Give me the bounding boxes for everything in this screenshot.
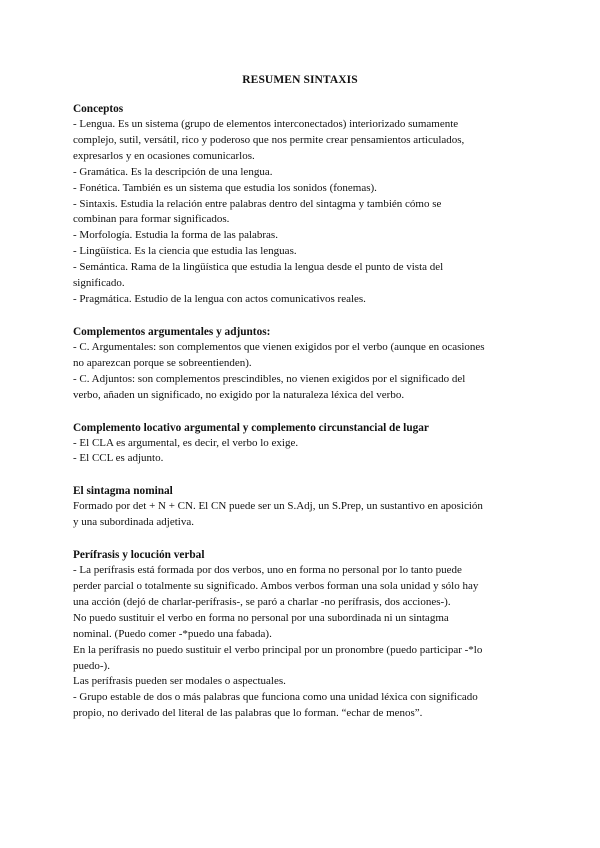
text-line: - C. Adjuntos: son complementos prescindibles, no vienen exigidos por el significado del <box>73 372 466 385</box>
text-line: y una subordinada adjetiva. <box>73 516 194 529</box>
text-line: - La perífrasis está formada por dos verbos, uno en forma no personal por lo tanto puede <box>73 564 462 577</box>
text-line: - Grupo estable de dos o más palabras que funciona como una unidad léxica con significado <box>73 691 478 704</box>
section-perifrasis <box>73 547 533 722</box>
text-line: no aparezcan porque se sobreentienden). <box>73 356 252 369</box>
text-line: puedo-). <box>73 659 110 672</box>
text-line: - Lingüística. Es la ciencia que estudia las lenguas. <box>73 245 297 258</box>
section-conceptos <box>73 101 533 308</box>
section-locativo <box>73 420 533 468</box>
text-line: En la perífrasis no puedo sustituir el verbo principal por un pronombre (puedo participar -*lo <box>73 643 483 656</box>
text-line: nominal. (Puedo comer -*puedo una fabada). <box>73 627 272 640</box>
text-line: - Sintaxis. Estudia la relación entre palabras dentro del sintagma y también cómo se <box>73 197 442 210</box>
text-line: - El CCL es adjunto. <box>73 452 164 465</box>
text-line: verbo, añaden un significado, no exigido por la naturaleza léxica del verbo. <box>73 388 405 401</box>
section-heading: El sintagma nominal <box>73 485 173 498</box>
text-line: Las perífrasis pueden ser modales o aspectuales. <box>73 675 286 688</box>
text-line: expresarlos y en ocasiones comunicarlos. <box>73 149 255 162</box>
section-heading: Complementos argumentales y adjuntos: <box>73 325 271 338</box>
text-line: significado. <box>73 277 125 290</box>
section-complementos <box>73 324 533 404</box>
text-line: - Semántica. Rama de la lingüística que estudia la lengua desde el punto de vista del <box>73 261 444 274</box>
text-line: combinan para formar significados. <box>73 213 230 226</box>
text-line: una acción (dejó de charlar-perífrasis-, se paró a charlar -no perífrasis, dos acciones-). <box>73 595 451 608</box>
section-sintagma-nominal <box>73 483 533 531</box>
document-body <box>73 101 533 738</box>
text-line: No puedo sustituir el verbo en forma no personal por una subordinada ni un sintagma <box>73 611 449 624</box>
text-line: - Pragmática. Estudio de la lengua con actos comunicativos reales. <box>73 292 366 305</box>
section-heading: Perífrasis y locución verbal <box>73 549 205 562</box>
text-line: - Gramática. Es la descripción de una lengua. <box>73 165 273 178</box>
text-line: - El CLA es argumental, es decir, el verbo lo exige. <box>73 436 299 449</box>
text-line: - Lengua. Es un sistema (grupo de elementos interconectados) interiorizado sumamente <box>73 118 459 130</box>
text-line: Formado por det + N + CN. El CN puede ser un S.Adj, un S.Prep, un sustantivo en aposición <box>73 500 483 513</box>
text-line: - Fonética. También es un sistema que estudia los sonidos (fonemas). <box>73 181 377 194</box>
text-line: perder parcial o totalmente su significado. Ambos verbos forman una sola unidad y sólo hay <box>73 580 479 593</box>
text-line: - C. Argumentales: son complementos que vienen exigidos por el verbo (aunque en ocasiones <box>73 340 485 353</box>
section-heading: Conceptos <box>73 103 124 115</box>
text-line: propio, no derivado del literal de las palabras que lo forman. “echar de menos”. <box>73 707 423 720</box>
text-line: - Morfología. Estudia la forma de las palabras. <box>73 229 278 242</box>
section-heading: Complemento locativo argumental y complemento circunstancial de lugar <box>73 421 429 434</box>
document-title: RESUMEN SINTAXIS <box>242 74 358 86</box>
text-line: complejo, sutil, versátil, rico y poderoso que nos permite crear pensamientos articulados, <box>73 133 465 146</box>
